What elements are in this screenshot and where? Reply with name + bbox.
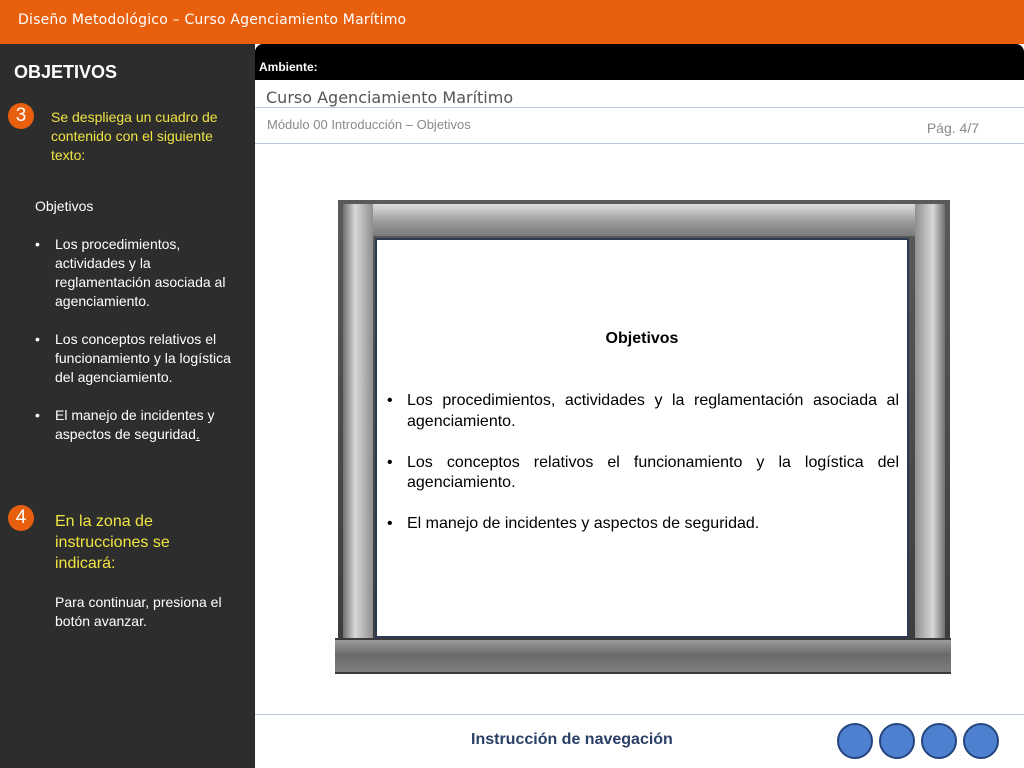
list-item: • Los procedimientos, actividades y la reglamentación asociada al agenciamiento.: [35, 235, 240, 311]
sidebar-objectives: [35, 197, 240, 463]
sidebar-objectives-title: Objetivos: [35, 198, 94, 214]
list-item: • Los conceptos relativos el funcionamiento y la logística del agenciamiento.: [387, 453, 899, 494]
title-bar: [0, 0, 1024, 44]
divider: [255, 714, 1024, 715]
frame-left-post: [343, 204, 373, 640]
content-frame: [335, 200, 951, 674]
window-title: Diseño Metodológico – Curso Agenciamiento Marítimo: [18, 12, 407, 28]
divider: [255, 107, 1024, 108]
panel-title: Objetivos: [605, 330, 679, 347]
nav-button-2[interactable]: [879, 723, 915, 759]
list-item: • Los procedimientos, actividades y la reglamentación asociada al agenciamiento.: [387, 391, 899, 432]
content-area: [255, 44, 1024, 768]
nav-button-1[interactable]: [837, 723, 873, 759]
nav-button-3[interactable]: [921, 723, 957, 759]
divider: [255, 143, 1024, 144]
panel-objectives-list: [387, 391, 899, 555]
step-4-badge: 4: [8, 505, 34, 531]
sidebar-objectives-list: [35, 235, 240, 444]
instructions-sidebar: [0, 44, 254, 768]
step-3-text: Se despliega un cuadro de contenido con el siguiente texto:: [51, 109, 218, 163]
list-item: • El manejo de incidentes y aspectos de seguridad.: [35, 406, 240, 444]
course-title: Curso Agenciamiento Marítimo: [266, 88, 514, 107]
nav-button-4[interactable]: [963, 723, 999, 759]
list-item: • El manejo de incidentes y aspectos de seguridad.: [387, 514, 899, 535]
step-4-instruction: Para continuar, presiona el botón avanzar.: [55, 594, 222, 629]
module-label: Módulo 00 Introducción – Objetivos: [267, 117, 471, 132]
list-item: • Los conceptos relativos el funcionamiento y la logística del agenciamiento.: [35, 330, 240, 387]
ambient-label: Ambiente:: [259, 60, 318, 74]
sidebar-heading: OBJETIVOS: [14, 62, 118, 82]
frame-top-beam: [343, 204, 945, 236]
frame-base: [335, 638, 951, 674]
frame-right-post: [915, 204, 945, 640]
ambient-bar: [255, 44, 1024, 80]
step-3-badge: 3: [8, 103, 34, 129]
step-4-text: En la zona de instrucciones se indicará:: [55, 513, 170, 572]
navigation-instruction: Instrucción de navegación: [471, 731, 673, 748]
page-indicator: Pág. 4/7: [926, 120, 979, 136]
content-panel: [375, 238, 909, 638]
